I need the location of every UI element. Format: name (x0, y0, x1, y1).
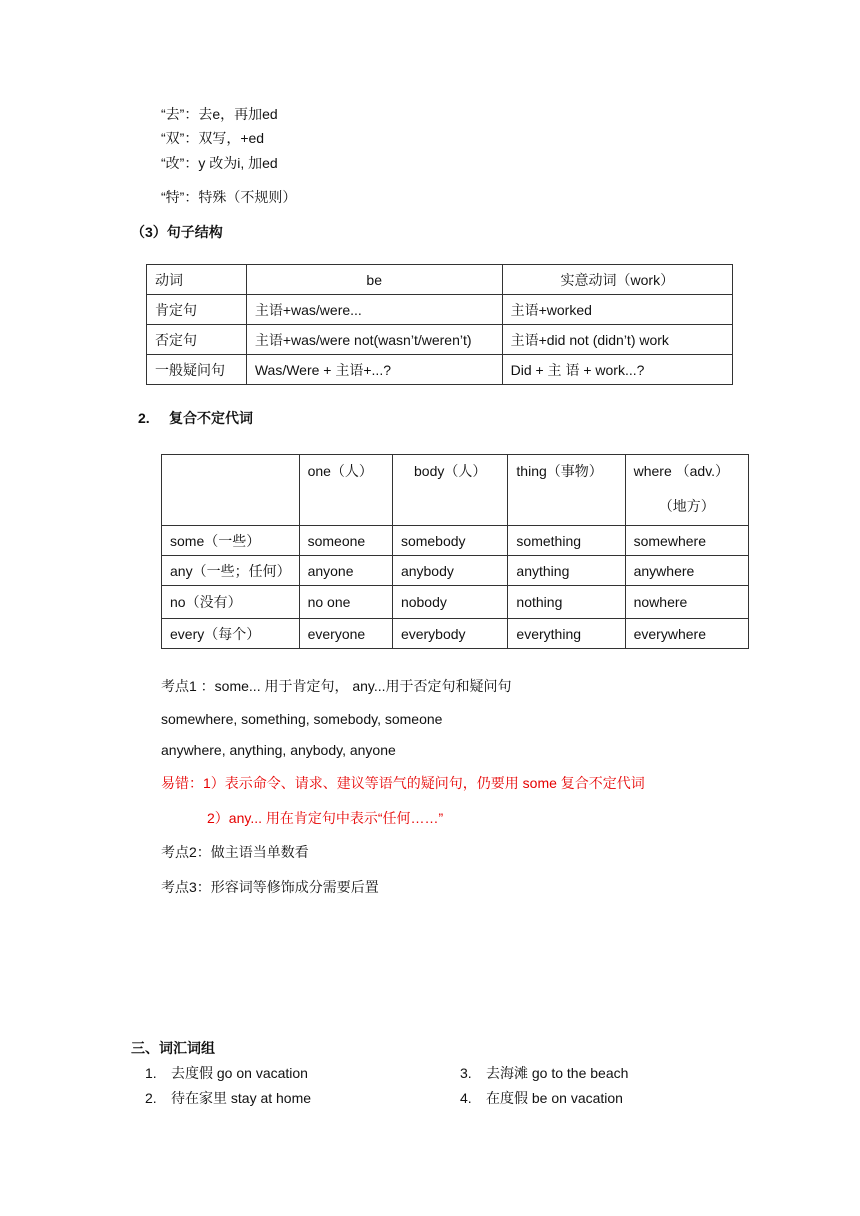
table-cell: 肯定句 (147, 295, 247, 325)
table-cell: no one (299, 586, 392, 619)
table-header-row (162, 455, 749, 526)
vocab-heading: 三、词汇词组 (131, 1040, 215, 1056)
table-row (147, 355, 733, 385)
table-cell (162, 455, 300, 526)
rule-line-1: “去”：去e，再加ed (161, 106, 278, 122)
table-cell: anybody (392, 556, 507, 586)
vocab-item: 去海滩 go to the beach (486, 1065, 629, 1081)
table-cell: 主语+did not (didn’t) work (502, 325, 732, 355)
table-cell: everything (508, 619, 625, 649)
vocab-item-num: 2. (145, 1090, 157, 1106)
vocab-item-num: 3. (460, 1065, 472, 1081)
table-cell: be (246, 265, 502, 295)
section-number: 2. (138, 410, 150, 426)
table-cell: anywhere (625, 556, 748, 586)
note-point-2: 考点2：做主语当单数看 (161, 844, 309, 860)
sentence-structure-heading: （3）句子结构 (131, 224, 223, 240)
table-cell: something (508, 526, 625, 556)
table-row (147, 325, 733, 355)
table-row (162, 556, 749, 586)
note-error-1: 易错：1）表示命令、请求、建议等语气的疑问句，仍要用 some 复合不定代词 (161, 775, 645, 791)
table-cell: 主语+was/were... (246, 295, 502, 325)
rule-line-3: “改”：y 改为i, 加ed (161, 155, 278, 171)
note-error-2: 2）any... 用在肯定句中表示“任何……” (207, 810, 444, 826)
table-cell: nowhere (625, 586, 748, 619)
table-cell: Did + 主 语 + work...? (502, 355, 732, 385)
vocab-item: 待在家里 stay at home (171, 1090, 312, 1106)
vocab-item-num: 1. (145, 1065, 157, 1081)
table-cell: 一般疑问句 (147, 355, 247, 385)
table-cell: one（人） (299, 455, 392, 526)
table-cell: nobody (392, 586, 507, 619)
table-cell: thing（事物） (508, 455, 625, 526)
table-cell: 否定句 (147, 325, 247, 355)
table-cell: nothing (508, 586, 625, 619)
table-cell: some（一些） (162, 526, 300, 556)
table-cell: someone (299, 526, 392, 556)
vocab-item: 在度假 be on vacation (486, 1090, 623, 1106)
table-cell: any（一些；任何） (162, 556, 300, 586)
rule-line-4: “特”：特殊（不规则） (161, 189, 297, 205)
table-cell: 动词 (147, 265, 247, 295)
table-cell: 主语+worked (502, 295, 732, 325)
table-cell: 实意动词（work） (502, 265, 732, 295)
table-cell: 主语+was/were not(wasn’t/weren’t) (246, 325, 502, 355)
rule-line-2: “双”：双写，+ed (161, 130, 265, 146)
table-row (162, 586, 749, 619)
table-cell: everywhere (625, 619, 748, 649)
indefinite-pronouns-table (161, 454, 749, 649)
table-cell: anything (508, 556, 625, 586)
table-cell: somewhere (625, 526, 748, 556)
note-point-3: 考点3：形容词等修饰成分需要后置 (161, 879, 379, 895)
table-cell (625, 455, 748, 526)
indefinite-pronouns-heading: 复合不定代词 (169, 410, 253, 426)
table-cell: anyone (299, 556, 392, 586)
table-row (162, 526, 749, 556)
table-cell: Was/Were + 主语+...? (246, 355, 502, 385)
table-cell: somebody (392, 526, 507, 556)
where-label: where （adv.） (633, 463, 730, 479)
table-row (162, 619, 749, 649)
vocab-item-num: 4. (460, 1090, 472, 1106)
note-examples-any: anywhere, anything, anybody, anyone (161, 742, 396, 758)
table-cell: body（人） (392, 455, 507, 526)
vocab-item: 去度假 go on vacation (171, 1065, 308, 1081)
sentence-structure-table (146, 264, 733, 385)
note-point-1: 考点1 ：some... 用于肯定句， any...用于否定句和疑问句 (161, 678, 512, 694)
note-examples-some: somewhere, something, somebody, someone (161, 711, 443, 727)
table-cell: every（每个） (162, 619, 300, 649)
table-cell: no（没有） (162, 586, 300, 619)
table-cell: everyone (299, 619, 392, 649)
table-header-row (147, 265, 733, 295)
table-cell: everybody (392, 619, 507, 649)
table-row (147, 295, 733, 325)
where-sublabel: （地方） (658, 498, 715, 514)
